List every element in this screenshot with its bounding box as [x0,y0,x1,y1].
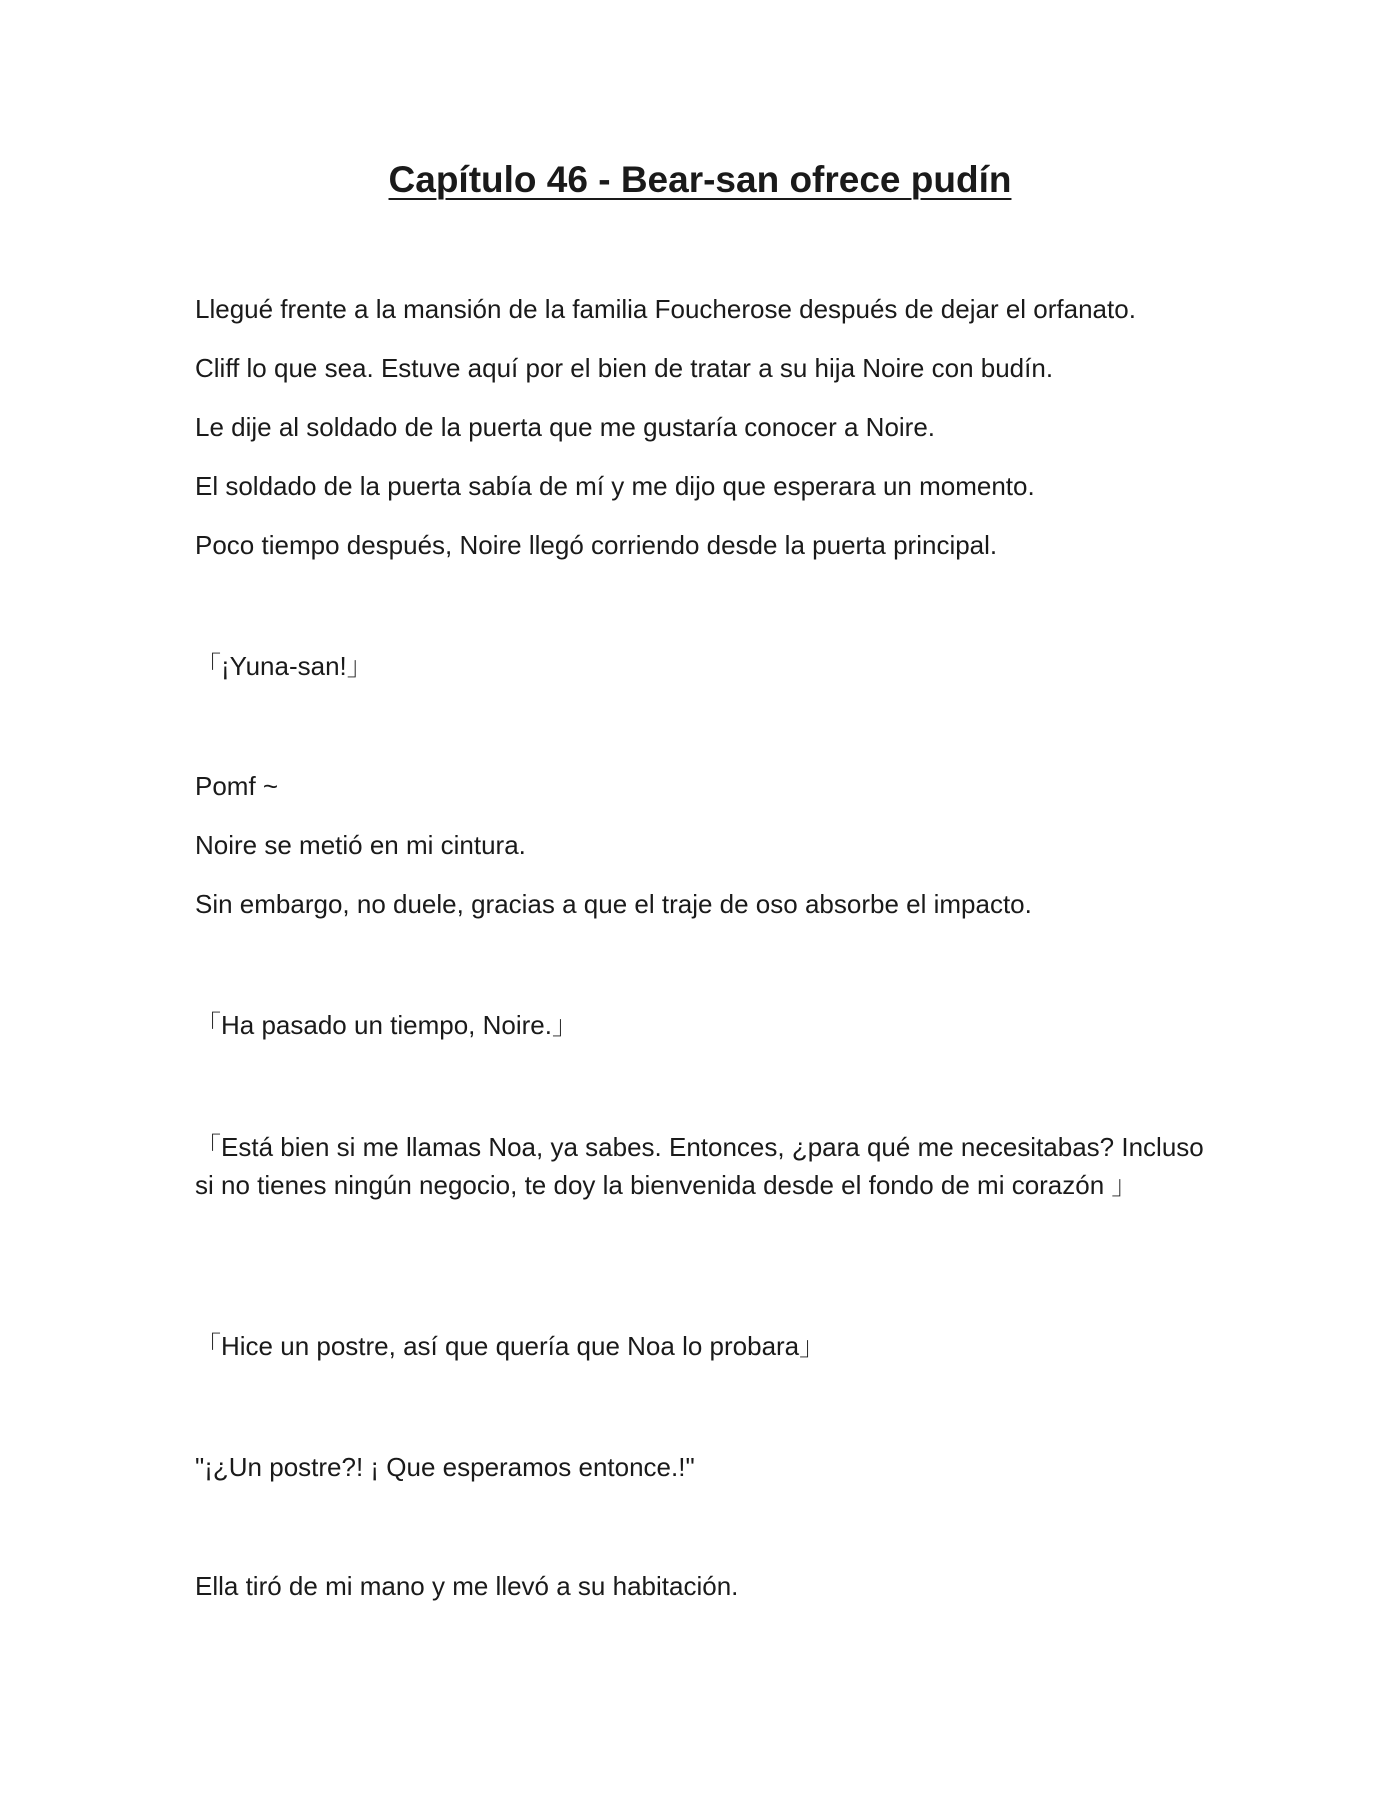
dialogue-line: 「Ha pasado un tiempo, Noire.」 [195,1010,578,1040]
paragraph: Sin embargo, no duele, gracias a que el traje de oso absorbe el impacto. [195,889,1032,919]
dialogue-line: 「Está bien si me llamas Noa, ya sabes. Entonces, ¿para qué me necesitabas? Incluso si no tienes ningún negocio, te doy la bienvenida desde el fondo de mi corazón 」 [195,1132,1204,1200]
dialogue-line: "¡¿Un postre?! ¡ Que esperamos entonce.!" [195,1452,695,1482]
dialogue-line: 「Hice un postre, así que quería que Noa lo probara」 [195,1331,826,1361]
dialogue-line: 「¡Yuna-san!」 [195,651,373,681]
paragraph: Llegué frente a la mansión de la familia Foucherose después de dejar el orfanato. [195,294,1136,324]
paragraph: Cliff lo que sea. Estuve aquí por el bien de tratar a su hija Noire con budín. [195,353,1054,383]
paragraph: El soldado de la puerta sabía de mí y me dijo que esperara un momento. [195,471,1035,501]
paragraph: Le dije al soldado de la puerta que me gustaría conocer a Noire. [195,412,936,442]
paragraph: Ella tiró de mi mano y me llevó a su habitación. [195,1571,739,1601]
chapter-title: Capítulo 46 - Bear-san ofrece pudín [388,159,1012,200]
paragraph: Noire se metió en mi cintura. [195,830,526,860]
paragraph: Poco tiempo después, Noire llegó corriendo desde la puerta principal. [195,530,998,560]
paragraph: Pomf ~ [195,771,279,801]
